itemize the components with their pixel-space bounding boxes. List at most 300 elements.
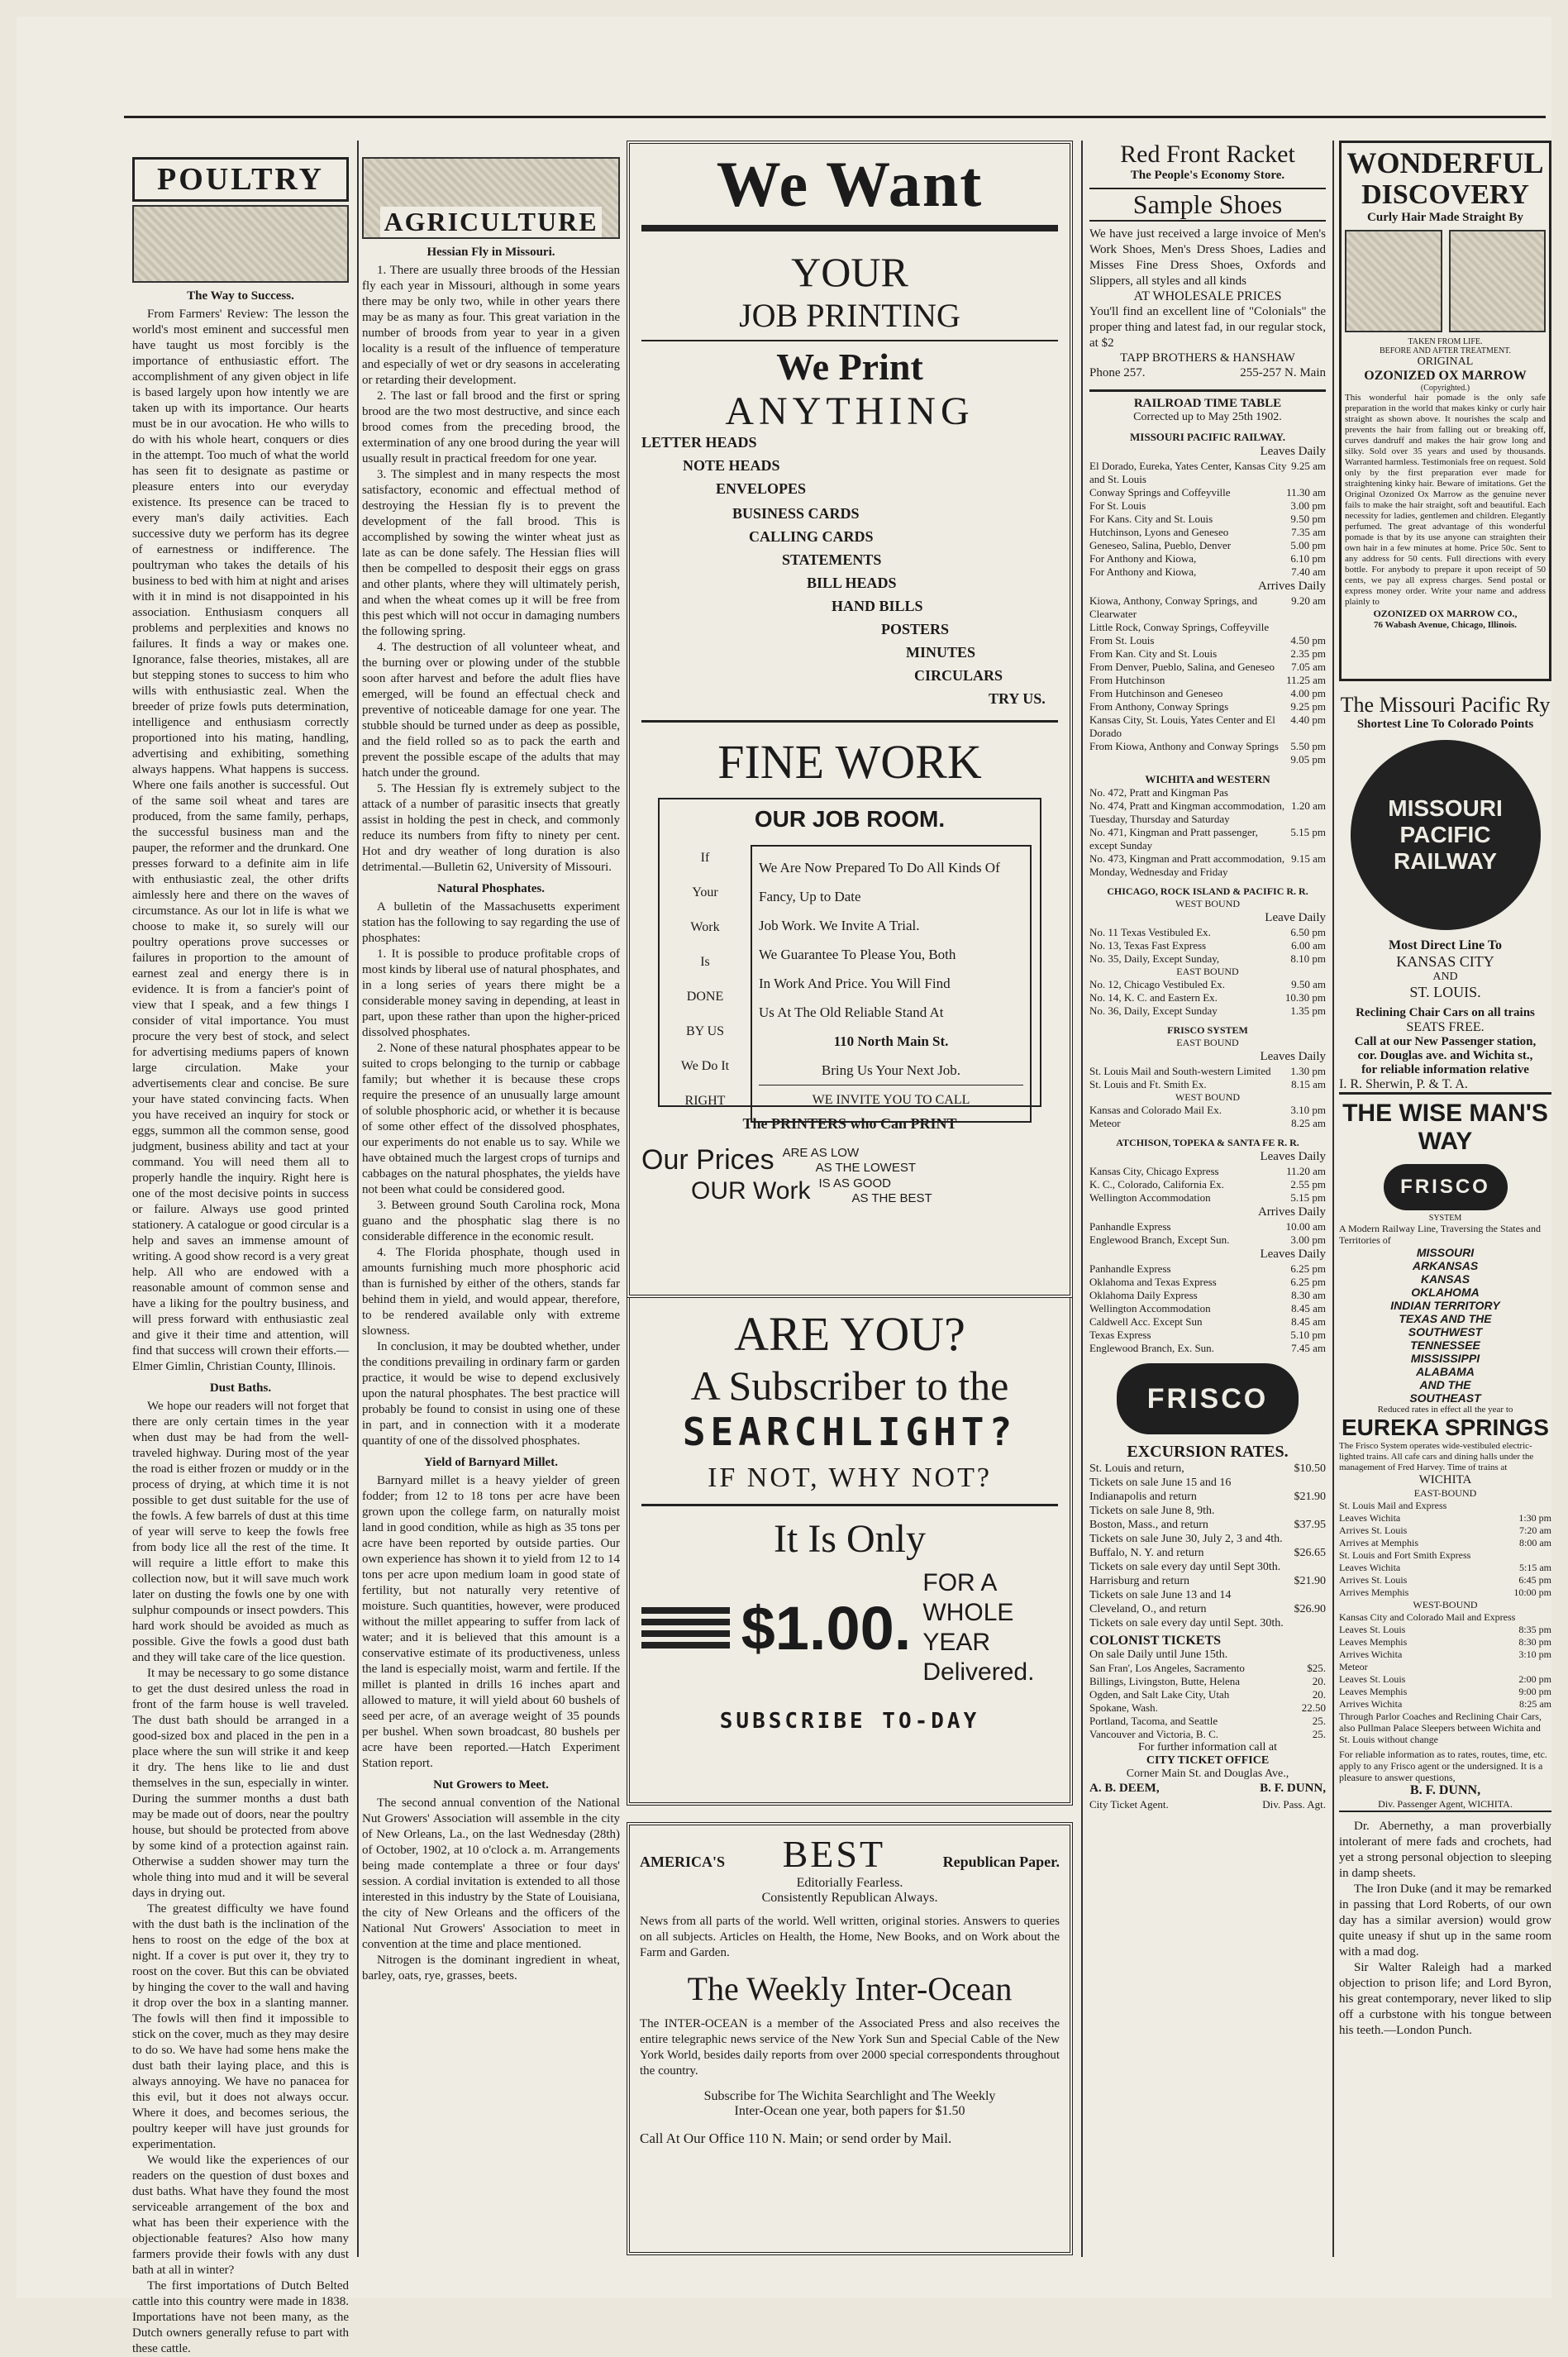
timetable-row xyxy=(1089,1616,1326,1630)
timetable-label: Kansas City, Chicago Express xyxy=(1089,1165,1219,1177)
timetable-row xyxy=(1089,926,1326,939)
timetable-label: No. 36, Daily, Except Sunday xyxy=(1089,1004,1218,1017)
timetable-row xyxy=(1089,499,1326,513)
for-reliable: For reliable information as to rates, routes, time, etc. apply to any Frisco agent or the undersigned. It is a pleasure to answer questions, xyxy=(1339,1749,1547,1783)
timetable-label: St. Louis and Fort Smith Express xyxy=(1339,1549,1471,1561)
it-is-only: It Is Only xyxy=(774,1517,926,1561)
top-rule xyxy=(124,116,1546,118)
timetable-row xyxy=(1089,852,1326,879)
timetable-label: Tickets on sale June 30, July 2, 3 and 4th. xyxy=(1089,1533,1283,1545)
timetable-label: Caldwell Acc. Except Sun xyxy=(1089,1315,1203,1328)
reclining-line: Reclining Chair Cars on all trains xyxy=(1356,1006,1535,1019)
timetable-row xyxy=(1089,1191,1326,1205)
and-line: AND xyxy=(1432,971,1458,983)
corner-line: Corner Main St. and Douglas Ave., xyxy=(1126,1768,1289,1780)
east-bound: EAST BOUND xyxy=(1176,1037,1239,1048)
timetable-time: 5:15 am xyxy=(1519,1562,1551,1573)
timetable-label: Leaves Memphis xyxy=(1339,1636,1408,1648)
west-bound: WEST BOUND xyxy=(1175,898,1241,909)
timetable-row xyxy=(1339,1636,1551,1648)
timetable-time: 7.45 am xyxy=(1291,1342,1326,1354)
timetable-time: 9.50 pm xyxy=(1290,513,1326,525)
timetable-label: No. 12, Chicago Vestibuled Ex. xyxy=(1089,978,1226,990)
timetable-label: No. 14, K. C. and Eastern Ex. xyxy=(1089,991,1218,1004)
call-line: Call At Our Office 110 N. Main; or send order by Mail. xyxy=(640,2130,952,2146)
printers-line: The PRINTERS who Can PRINT xyxy=(742,1115,957,1132)
subscribe-line: Inter-Ocean one year, both papers for $1.50 xyxy=(734,2104,965,2118)
timetable-row xyxy=(1089,991,1326,1004)
reliable-line: for reliable information relative xyxy=(1361,1063,1529,1076)
wise-man-heading: THE WISE MAN'S WAY xyxy=(1342,1100,1548,1155)
timetable-label: St. Louis and return, xyxy=(1089,1462,1184,1475)
colonist-table xyxy=(1089,1662,1326,1741)
timetable-row xyxy=(1089,786,1326,799)
call-new: Call at our New Passenger station, xyxy=(1354,1035,1537,1048)
timetable-label: Kansas and Colorado Mail Ex. xyxy=(1089,1104,1222,1116)
timetable-time: $21.90 xyxy=(1294,1491,1326,1503)
news-text: News from all parts of the world. Well written, original stories. Answers to queries on all subjects. Articles on Health, the Home, New Books, and on Work about the Farm and Garden. xyxy=(640,1915,1060,1959)
timetable-label: Englewood Branch, Except Sun. xyxy=(1089,1233,1230,1246)
timetable-row xyxy=(1339,1586,1551,1599)
timetable-label: Arrives at Memphis xyxy=(1339,1537,1418,1548)
timetable-row xyxy=(1089,939,1326,952)
timetable-row xyxy=(1089,1560,1326,1574)
timetable-label: Geneseo, Salina, Pueblo, Denver xyxy=(1089,539,1232,551)
timetable-row xyxy=(1089,460,1326,486)
print-item: BILL HEADS xyxy=(807,575,897,591)
timetable-row xyxy=(1339,1661,1551,1673)
timetable-time: 20. xyxy=(1312,1675,1326,1687)
timetable-row xyxy=(1089,1476,1326,1490)
timetable-label: From Kiowa, Anthony and Conway Springs xyxy=(1089,740,1279,752)
timetable-time: 3.00 pm xyxy=(1290,499,1326,512)
print-item: CIRCULARS xyxy=(914,667,1003,684)
timetable-row xyxy=(1089,1504,1326,1518)
price-bars xyxy=(641,1602,730,1653)
city-office: CITY TICKET OFFICE xyxy=(1146,1754,1270,1767)
timetable-row xyxy=(1089,952,1326,966)
timetable-row xyxy=(1089,594,1326,621)
timetable-row xyxy=(1339,1686,1551,1698)
job-printing-heading: JOB PRINTING xyxy=(641,296,1058,341)
print-item: MINUTES xyxy=(906,644,976,661)
timetable-time: 7.35 am xyxy=(1291,526,1326,538)
inter-ocean-desc: The INTER-OCEAN is a member of the Associated Press and also receives the entire telegraphic news service of the New York Sun and Special Cable of the New York World, besides daily reports from over 2000 special correspondents throughout the country. xyxy=(640,2017,1060,2078)
article-body: We hope our readers will not forget that there are only certain times in the year when dust may be had from the well-traveled highway. During most of the year the road is either frozen or muddy or in the process of drying, at which time it is not possible to get dust suitable for the use of the fowls. A few barrels of dust at this time of year will serve to keep the fowls free from body lice all the rest of the time. It will require a little effort to make this collection now, but it will save much work later on dusting the fowls one by one with sulphur compounds or insect powders. This hard work should be avoided as much as possible. Give the fowls a good dust bath and they will take care of the lice question. It may be necessary to go some distance to get the dust desired unless the road in front of the farm house is well traveled. The dust bath should be arranged in a good-sized box and placed in the pen in a place where the sun will strike it and keep it dry. The hens like to lie and dust themselves in the sun, especially in winter. During the summer months a dust bath may be made out of doors, near the poultry house, but should be protected from above by some kind of a protection against rain. Otherwise a sudden shower may turn the whole thing into mud and it will be several days in drying out. The greatest difficulty we have found with the dust bath is the inclination of the hens to roost on the edge of the box at night. If a cover is put over it, they try to roost on the cover. But this can be obviated by hinging the cover to the wall and having it drop over the box in a slanting manner. The fowls will then find it impossible to stick on the cover, much as they may desire to do so. We have had some hens make the dust bath their laying place, and this is always annoying. We have no panacea for this evil, but it does not always occur. Where it does, and becomes serious, the poultry keeper will have just grounds for experimentation. We would like the experiences of our readers on the question of dust boxes and dust baths. What have they found the most serviceable arrangement of the box and what has been their experience with the objectionable features? Also how many farmers provide their fowls with any dust bath at all in winter? The first importations of Dutch Belted cattle into this country were made in 1838. Importations have not been many, as the Dutch owners generally refuse to part with these cattle. xyxy=(132,1400,349,2355)
timetable-label: Arrives Wichita xyxy=(1339,1648,1403,1660)
most-direct: Most Direct Line To xyxy=(1388,938,1503,952)
print-item: BUSINESS CARDS xyxy=(732,505,860,522)
we-want-heading: We Want xyxy=(716,148,984,220)
timetable-row xyxy=(1089,687,1326,700)
timetable-label: Portland, Tacoma, and Seattle xyxy=(1089,1715,1218,1727)
timetable-label: St. Louis and Ft. Smith Ex. xyxy=(1089,1078,1207,1090)
timetable xyxy=(1089,1220,1326,1247)
timetable-row xyxy=(1089,1078,1326,1091)
timetable-row xyxy=(1339,1698,1551,1710)
timetable-time: 3:10 pm xyxy=(1518,1648,1551,1660)
timetable-time: 4.50 pm xyxy=(1290,634,1326,647)
timetable-label: From Hutchinson xyxy=(1089,674,1165,686)
timetable-label: From Kan. City and St. Louis xyxy=(1089,647,1218,660)
timetable xyxy=(1339,1611,1551,1710)
timetable-row xyxy=(1089,1165,1326,1178)
sample-shoes-heading: Sample Shoes xyxy=(1089,188,1326,222)
timetable-row xyxy=(1339,1500,1551,1512)
timetable-label: K. C., Colorado, California Ex. xyxy=(1089,1178,1224,1190)
economy-line: The People's Economy Store. xyxy=(1130,169,1285,182)
timetable-label: Kiowa, Anthony, Conway Springs, and Clearwater xyxy=(1089,594,1258,620)
timetable-time: 2:00 pm xyxy=(1518,1673,1551,1685)
ox-text: This wonderful hair pomade is the only safe preparation in the world that makes kinky or curly hair straight as shown above. It nourishes the scalp and prevents the hair from falling out or breaking off, curves dandruff and makes the hair grow long and silky. Sold over 35 years and used by thousands. Warranted harmless. Testimonials free on request. Sold only by the first preparation ever made for straightening kinky hair. Beware of imitations. Get the Original Ozonized Ox Marrow as the genuine never fails to make the hair straight, soft and beautiful. Each necessity for ladies, gentlemen and children. Elegantly perfumed. The great advantage of this wonderful pomade is that by its use anyone can straighten their own hair in a few minutes at home. Price 50c. Sent to any address for 50 cents. Full directions with every bottle. For anybody to prepare it upon receipt of 50 cents, we pay all express charges. Send postal or express money order. Write your name and address plainly to xyxy=(1345,393,1546,607)
timetable-label: No. 35, Daily, Except Sunday, xyxy=(1089,952,1220,965)
fine-work-heading: FINE WORK xyxy=(717,735,982,789)
editorially-line: Editorially Fearless. xyxy=(796,1876,903,1890)
before-line: BEFORE AND AFTER TREATMENT. xyxy=(1379,346,1512,355)
corrected-line: Corrected up to May 25th 1902. xyxy=(1133,411,1282,423)
timetable-time: 11.30 am xyxy=(1286,486,1326,499)
further-line: For further information call at xyxy=(1138,1741,1277,1753)
timetable-time: 6.00 am xyxy=(1291,939,1326,952)
timetable-label: Leaves St. Louis xyxy=(1339,1673,1406,1685)
timetable-time: 4.40 pm xyxy=(1290,713,1326,726)
timetable-time: 6.10 pm xyxy=(1290,552,1326,565)
timetable xyxy=(1089,460,1326,579)
timetable-time: 9.20 am xyxy=(1291,594,1326,607)
timetable-row xyxy=(1339,1624,1551,1636)
tapp-line: TAPP BROTHERS & HANSHAW xyxy=(1120,351,1295,365)
timetable-time: 8:00 am xyxy=(1519,1537,1551,1548)
timetable-row xyxy=(1089,647,1326,661)
timetable xyxy=(1089,1065,1326,1091)
timetable-row xyxy=(1089,1329,1326,1342)
timetable-label: No. 472, Pratt and Kingman Pas xyxy=(1089,786,1228,799)
west-bound: WEST BOUND xyxy=(1175,1091,1241,1103)
timetable-row xyxy=(1089,621,1326,634)
timetable-time: 6.50 pm xyxy=(1290,926,1326,938)
print-item: LETTER HEADS xyxy=(641,434,757,451)
red-front-heading: Red Front Racket xyxy=(1120,141,1295,168)
mopac-logo: MISSOURI PACIFIC RAILWAY xyxy=(1351,740,1541,930)
poultry-header: POULTRY xyxy=(132,157,349,202)
timetable-label: Oklahoma Daily Express xyxy=(1089,1289,1198,1301)
work-line: OUR Work IS AS GOOD AS THE BEST xyxy=(691,1176,932,1205)
your-heading: YOUR xyxy=(791,249,908,295)
timetable-row xyxy=(1089,526,1326,539)
east-bound: EAST-BOUND xyxy=(1413,1487,1477,1499)
timetable-row xyxy=(1089,539,1326,552)
ww-heading: WICHITA and WESTERN xyxy=(1145,773,1270,785)
arrives-daily: Arrives Daily xyxy=(1257,1205,1326,1219)
column-divider xyxy=(1332,141,1334,2257)
timetable-time: 5.15 pm xyxy=(1290,826,1326,838)
if-not-heading: IF NOT, WHY NOT? xyxy=(708,1462,992,1493)
timetable-time: 8.15 am xyxy=(1291,1078,1326,1090)
timetable-label: Spokane, Wash. xyxy=(1089,1701,1158,1714)
frisco-heading: FRISCO SYSTEM xyxy=(1167,1024,1248,1036)
timetable-label: Panhandle Express xyxy=(1089,1220,1171,1233)
timetable-row xyxy=(1089,1518,1326,1532)
taken-line: TAKEN FROM LIFE. xyxy=(1408,337,1483,346)
shortest-line: Shortest Line To Colorado Points xyxy=(1356,718,1534,731)
timetable-label: Oklahoma and Texas Express xyxy=(1089,1276,1217,1288)
timetable-time: 6:45 pm xyxy=(1518,1574,1551,1586)
divider xyxy=(641,720,1058,723)
timetable-label: No. 473, Kingman and Pratt accommodation, Monday, Wednesday and Friday xyxy=(1089,852,1285,878)
ads-column xyxy=(627,141,1073,2257)
timetable-row xyxy=(1089,978,1326,991)
rr-title: RAILROAD TIME TABLE xyxy=(1089,389,1326,411)
timetable-time: $37.95 xyxy=(1294,1519,1326,1531)
price-detail: FOR A WHOLE YEAR Delivered. xyxy=(922,1569,1035,1686)
timetable-time: 8.45 am xyxy=(1291,1315,1326,1328)
timetable-row xyxy=(1089,826,1326,852)
timetable-row xyxy=(1089,1462,1326,1476)
wholesale-line: AT WHOLESALE PRICES xyxy=(1133,289,1282,303)
timetable-time: 5.15 pm xyxy=(1290,1191,1326,1204)
timetable-row xyxy=(1089,1104,1326,1117)
timetable-label: Harrisburg and return xyxy=(1089,1575,1190,1587)
seats-free: SEATS FREE. xyxy=(1406,1020,1485,1034)
timetable-label: Leaves Memphis xyxy=(1339,1686,1408,1697)
timetable-time: 8.25 am xyxy=(1291,1117,1326,1129)
timetable-label: St. Louis Mail and Express xyxy=(1339,1500,1447,1511)
timetable-label: From Denver, Pueblo, Salina, and Geneseo xyxy=(1089,661,1275,673)
curly-line: Curly Hair Made Straight By xyxy=(1367,211,1523,224)
timetable-row xyxy=(1089,1065,1326,1078)
article-body: Barnyard millet is a heavy yielder of green fodder; from 12 to 18 tons per acre have been grown upon the college farm, on naturally moist land in good condition, while as high as 35 tons per acre have been reported by outside parties. Our own experience has shown it to yield from 12 to 14 tons per acre upon medium loam in good state of fertility, but not naturally very retentive of moisture. Such quantities, however, were produced without the millet appearing to suffer from lack of water; and it is believed that this amount is a conservative estimate of its productiveness, unless the land is especially moist, warm and fertile. If the millet is planted in drills 16 inches apart and allowed to mature, it will yield about 60 bushels of seed per acre, of an average weight of 35 pounds per bushel. When sown broadcast, 80 bushels per acre have been reported.—Hatch Experiment Station report. xyxy=(362,1474,620,1770)
timetable-label: Meteor xyxy=(1089,1117,1121,1129)
leaves-daily: Leaves Daily xyxy=(1260,445,1326,458)
timetable-time: 6.25 pm xyxy=(1290,1276,1326,1288)
timetable-time: 8:35 pm xyxy=(1518,1624,1551,1635)
east-bound: EAST BOUND xyxy=(1176,966,1239,977)
agriculture-illustration xyxy=(362,157,620,239)
timetable-time: 5.00 pm xyxy=(1290,539,1326,551)
dunn-line: B. F. DUNN, xyxy=(1409,1783,1481,1797)
timetable-row xyxy=(1089,1701,1326,1715)
timetable xyxy=(1089,1165,1326,1205)
subscriber-heading: A Subscriber to the xyxy=(690,1362,1009,1409)
timetable-label: Englewood Branch, Ex. Sun. xyxy=(1089,1342,1214,1354)
timetable-time: $25. xyxy=(1307,1662,1326,1674)
copyright-line: (Copyrighted.) xyxy=(1420,384,1470,393)
excursion-heading: EXCURSION RATES. xyxy=(1127,1443,1289,1461)
west-bound: WEST-BOUND xyxy=(1413,1599,1478,1610)
timetable-row xyxy=(1339,1574,1551,1586)
article-title: Dust Baths. xyxy=(209,1381,272,1395)
timetable xyxy=(1089,786,1326,879)
job-room-box xyxy=(658,798,1041,1107)
column-divider xyxy=(357,141,359,2257)
st-louis: ST. LOUIS. xyxy=(1409,984,1481,1000)
timetable-label: No. 11 Texas Vestibuled Ex. xyxy=(1089,926,1211,938)
colonials-text: You'll find an excellent line of "Colonials" the proper thing and latest fad, in our regular stock, at $2 xyxy=(1089,305,1326,350)
reduced-line: Reduced rates in effect all the year to xyxy=(1377,1405,1513,1415)
original-line: ORIGINAL xyxy=(1417,355,1474,368)
timetable-label: Arrives St. Louis xyxy=(1339,1524,1408,1536)
timetable-label: Little Rock, Conway Springs, Coffeyville xyxy=(1089,621,1270,633)
timetable-time: 9.05 pm xyxy=(1290,753,1326,766)
timetable-label: For Anthony and Kiowa, xyxy=(1089,552,1197,565)
timetable-time: $10.50 xyxy=(1294,1462,1326,1475)
timetable-row xyxy=(1089,565,1326,579)
timetable-time: 2.55 pm xyxy=(1290,1178,1326,1190)
article-body: A bulletin of the Massachusetts experiment station has the following to say regarding the use of phosphates: 1. It is possible to produce profitable crops of most kinds by liberal use of natural phosphates, and in a long series of years there might be a considerable money saving in depending, at least in part, upon these rather than upon the higher-priced dissolved phosphates. 2. None of these natural phosphates appear to be suited to crops belonging to the turnip or cabbage family; but whether it is because these crops require the presence of an unusually large amount of soluble phosphoric acid, or whether it is because of some other effect of the dissolved phosphates, our experiments do not enable us to say. While we have obtained much the largest crops of turnips and cabbages on the natural phosphates, the yields have not been what could be considered good. 3. Between ground South Carolina rock, Mona guano and the phosphatic slag there is no considerable difference in the economic result. 4. The Florida phosphate, though used in amounts furnishing much more phosphoric acid than is furnished by either of the others, stands far behind them in yield, and would appear, therefore, to be rendered available only with extreme slowness. In conclusion, it may be doubted whether, under the conditions prevailing in ordinary farm or garden practice, it would be wise to depend exclusively upon the natural phosphates. The best practice will probably be found to consist in using one of these in part, and in connection with it a moderate quantity of one of the dissolved phosphates. xyxy=(362,900,620,1448)
timetable-time: 10:00 pm xyxy=(1513,1586,1551,1598)
frisco-logo: FRISCO xyxy=(1384,1164,1508,1210)
timetable-row xyxy=(1089,740,1326,753)
timetable-time: 9.15 am xyxy=(1291,852,1326,865)
timetable-row xyxy=(1089,1662,1326,1675)
timetable-time: 8:30 pm xyxy=(1518,1636,1551,1648)
timetable-label: Buffalo, N. Y. and return xyxy=(1089,1547,1204,1559)
print-item: CALLING CARDS xyxy=(749,528,874,545)
timetable-label: Leaves Wichita xyxy=(1339,1562,1401,1573)
timetable xyxy=(1089,978,1326,1018)
timetable-row xyxy=(1089,1532,1326,1546)
corner-line: cor. Douglas ave. and Wichita st., xyxy=(1357,1049,1533,1062)
timetable-label: No. 471, Kingman and Pratt passenger, except Sunday xyxy=(1089,826,1258,852)
print-items-list xyxy=(641,434,1058,715)
timetable-time: 25. xyxy=(1312,1715,1326,1727)
americas-best-line: AMERICA'S BEST Republican Paper. xyxy=(640,1833,1060,1875)
timetable-row xyxy=(1089,1588,1326,1602)
timetable-label: Tickets on sale every day until Sept 30th. xyxy=(1089,1561,1281,1573)
invite-line: WE INVITE YOU TO CALL xyxy=(759,1085,1023,1114)
article-body: From Farmers' Review: The lesson the world's most eminent and successful men have taught us most forcibly is the importance of enthusiastic effort. The accomplishment of any given object in life is based largely upon how intently we are taken up with its importance. Our hearts must be in our avocation. He who wills to do with his whole heart, conquers or dies in the attempt. Too much of what the world has seen fit to designate as pastime or pleasure enters into our everyday existence. Its presence can be traced to every man's daily activities. Each successive duty we perform has its degree of earnestness or indifference. The poultryman who takes the details of his business to bed with him at night and arises with it in mind is not disappointed in his association. Enthusiasm conquers all problems and perplexities and knows no failures. It finds a way or makes one. Ignorance, false theories, mistakes, all are but stepping stones to success to him who wills with enthusiastic zeal. When the breeder of prize fowls puts determination, intelligence and enthusiasm correctly proportioned into his mating, handling, advertising and exhibiting, something always happens. What happens is success. Where one fails another is successful. Out of the same soil wheat and tares are produced, from the same family, perhaps, the successful business man and the pauper, the reformer and the drunkard. One presses forward to a definite aim in life with enthusiastic zeal, the other drifts aimlessly here and there on the waves of circumstance. As our lot in life is what we choose to make it, so surely will our poultry operations prove successes or failures in proportion to the amount of earnest zeal and energy there is in evidence. It is from a fancier's point of view that I speak, and a few things I consider of vital importance. You must procure the very best of stock, and select for advertising mediums papers of known large circulation. Make your advertisements clear and concise. Be sure your have stated convincing facts. When you have received an inquiry for stock or eggs, summon all the common sense, good judgment, business ability and tact at your command. You will need them all to properly handle the inquiry. Right here is one of the most decisive points in success or failure. Always use good printed stationery. A catalogue or good circular is a help and saves an immense amount of writing. A good show record is a very great help. All who are endowed with a reasonable amount of common sense and have a liking for the poultry business, and will press forward with enthusiastic zeal and give it their time and attention, will find that success will crown their efforts.—Elmer Gimlin, Christian County, Illinois. xyxy=(132,308,349,1373)
print-item: NOTE HEADS xyxy=(683,457,780,474)
timetable-label: Conway Springs and Coffeyville xyxy=(1089,486,1231,499)
timetable-time: 3.00 pm xyxy=(1290,1233,1326,1246)
print-item: STATEMENTS xyxy=(782,551,882,568)
timetable-row xyxy=(1339,1524,1551,1537)
timetable-row xyxy=(1089,799,1326,826)
timetable-label: For Kans. City and St. Louis xyxy=(1089,513,1213,525)
timetable-row xyxy=(1089,1117,1326,1130)
timetable-row xyxy=(1089,634,1326,647)
colonist-sub: On sale Daily until June 15th. xyxy=(1089,1648,1228,1661)
mopac-heading: MISSOURI PACIFIC RAILWAY. xyxy=(1130,431,1285,443)
timetable-row xyxy=(1089,552,1326,565)
misc-text: Dr. Abernethy, a man proverbially intolerant of mere fads and crochets, had yet a strong personal objection to sleeping in damp sheets. The Iron Duke (and it may be remarked in passing that Lord Roberts, of our own day has a similar aversion) would grow quite uneasy if shut up in the same room with a mad dog. Sir Walter Raleigh had a marked objection to prison life; and Lord Byron, his great contemporary, never liked to slip off a curbstone with his tongue between his teeth.—London Punch. xyxy=(1339,1820,1551,2037)
modern-line: A Modern Railway Line, Traversing the States and Territories of xyxy=(1339,1223,1541,1246)
price-row xyxy=(641,1568,1058,1687)
timetable-row xyxy=(1089,661,1326,674)
timetable-row xyxy=(1089,1220,1326,1233)
article-title: Hessian Fly in Missouri. xyxy=(427,246,555,259)
phone-row: Phone 257. 255-257 N. Main xyxy=(1089,366,1326,379)
timetable xyxy=(1339,1500,1551,1599)
timetable-row xyxy=(1089,486,1326,499)
anything-heading: ANYTHING xyxy=(725,389,975,433)
newspaper-page xyxy=(17,17,1551,2355)
timetable-row xyxy=(1089,1004,1326,1018)
timetable-label: Arrives Memphis xyxy=(1339,1586,1409,1598)
timetable-time: 7.05 am xyxy=(1291,661,1326,673)
article-body: The second annual convention of the National Nut Growers' Association will assemble in the city of New Orleans, La., on the last Wednesday (28th) of October, 1902, at 10 o'clock a. m. Arrangements being made contemplate a three or four days' session. A cordial invitation is extended to all those interested in this industry by the State of Louisiana, the city of New Orleans and the officers of the National Nut Growers' Association to meet in convention at the time and place mentioned. Nitrogen is the dominant ingredient in wheat, barley, oats, rye, grasses, beets. xyxy=(362,1796,620,1982)
timetable-row xyxy=(1089,700,1326,713)
timetable-row xyxy=(1089,1490,1326,1504)
poultry-illustration xyxy=(132,205,349,283)
timetable-row xyxy=(1339,1537,1551,1549)
portrait-after xyxy=(1449,230,1547,332)
timetable-label: For Anthony and Kiowa, xyxy=(1089,565,1197,578)
timetable-label xyxy=(1089,753,1287,766)
print-item: ENVELOPES xyxy=(716,480,807,497)
print-item: TRY US. xyxy=(989,690,1046,707)
timetable-time: 8.45 am xyxy=(1291,1302,1326,1314)
timetable-time: $26.90 xyxy=(1294,1603,1326,1615)
right-column xyxy=(1339,141,1551,2257)
timetable-label: Vancouver and Victoria, B. C. xyxy=(1089,1728,1219,1740)
timetable xyxy=(1089,926,1326,966)
timetable-time: 5.10 pm xyxy=(1290,1329,1326,1341)
timetable-time: $26.65 xyxy=(1294,1547,1326,1559)
consistently-line: Consistently Republican Always. xyxy=(761,1891,938,1905)
timetable-row xyxy=(1089,753,1326,766)
timetable-row xyxy=(1089,1728,1326,1741)
print-item: HAND BILLS xyxy=(832,598,923,614)
article-body: 1. There are usually three broods of the Hessian fly each year in Missouri, although in some years there may be only two, while in other years there may be as many as four. This great variation in the number of broods from year to year in a given locality is a result of the influence of temperature and especially of wet or dry seasons in accelerating or retarding their development. 2. The last or fall brood and the first or spring brood are the two most destructive, and since each brood comes from the preceding brood, the extermination of any one brood during the year will usually result in practical freedom for one year. 3. The simplest and in many respects the most satisfactory, economic and effectual method of destroying the Hessian fly is to prevent the development of the fall brood. This is accomplished by sowing the winter wheat just as late as can be done safely. The Hessian flies will then be compelled to desposit their eggs on grass and other plants, where they will ultimately perish, and when the wheat comes up it will be free from this pest which will not occur in damaging numbers the following spring. 4. The destruction of all volunteer wheat, and the burning over or plowing under of the stubble soon after harvest and before the adult flies have emerged, will be found an effectual check and preventive of noticeable damage for one year. The stubble should be turned under as deep as possible, and the field rolled so as to pack the earth and prevent the possible escape of the adults that may hatch under the ground. 5. The Hessian fly is extremely subject to the attack of a number of parasitic insects that greatly assist in holding the pest in check, and commonly reduce its numbers from fifty to ninety per cent. Hot and dry weather of long duration is also detrimental.—Bulletin 62, University of Missouri. xyxy=(362,264,620,874)
job-room-text: We Are Now Prepared To Do All Kinds Of Fancy, Up to Date Job Work. We Invite A Trial. We Guarantee To Please You, Both In Work And Price. You Will Find Us At The Old Reliable Stand At 110 North Main St. Bring Us Your Next Job. WE INVITE YOU TO CALL xyxy=(751,845,1032,1123)
price: $1.00. xyxy=(741,1593,912,1663)
column-divider xyxy=(1081,141,1083,2257)
timetable-time: 6.25 pm xyxy=(1290,1262,1326,1275)
timetable-row xyxy=(1089,1688,1326,1701)
timetable-row xyxy=(1089,713,1326,740)
ozonized-heading: OZONIZED OX MARROW xyxy=(1364,369,1527,383)
discovery-heading: DISCOVERY xyxy=(1361,179,1529,210)
timetable-row xyxy=(1339,1611,1551,1624)
timetable-row xyxy=(1339,1673,1551,1686)
timetable-row xyxy=(1339,1648,1551,1661)
article-title: The Way to Success. xyxy=(187,289,294,303)
are-you-heading: ARE YOU? xyxy=(734,1307,965,1361)
timetable-label: El Dorado, Eureka, Yates Center, Kansas City and St. Louis xyxy=(1089,460,1287,485)
shoes-text: We have just received a large invoice of Men's Work Shoes, Men's Dress Shoes, Ladies and Misses Fine Dress Shoes, Oxfords and Slippers, all styles and all kinds xyxy=(1089,227,1326,288)
timetable-time: 11.20 am xyxy=(1286,1165,1326,1177)
timetable-row xyxy=(1339,1549,1551,1562)
timetable-label: No. 13, Texas Fast Express xyxy=(1089,939,1207,952)
timetable-label: San Fran', Los Angeles, Sacramento xyxy=(1089,1662,1245,1674)
timetable-time: 1.30 pm xyxy=(1290,1065,1326,1077)
wonderful-heading: WONDERFUL xyxy=(1346,146,1544,179)
ri-heading: CHICAGO, ROCK ISLAND & PACIFIC R. R. xyxy=(1107,885,1308,897)
timetable-time: 7.40 am xyxy=(1291,565,1326,578)
frisco-system-label: SYSTEM xyxy=(1428,1214,1462,1223)
timetable-time: 8:25 am xyxy=(1519,1698,1551,1710)
timetable-label: From Anthony, Conway Springs xyxy=(1089,700,1229,713)
prices-line: Our Prices ARE AS LOW AS THE LOWEST xyxy=(641,1144,917,1176)
timetable-label: Ogden, and Salt Lake City, Utah xyxy=(1089,1688,1230,1701)
timetable-label: Kansas City and Colorado Mail and Express xyxy=(1339,1611,1516,1623)
timetable-row xyxy=(1089,1262,1326,1276)
we-print-heading: We Print xyxy=(776,346,923,388)
timetable-label: Tickets on sale June 8, 9th. xyxy=(1089,1505,1215,1517)
timetable-row xyxy=(1089,1342,1326,1355)
subscribe-line: Subscribe for The Wichita Searchlight and The Weekly xyxy=(703,2089,996,2103)
side-words: If Your Work Is DONE BY US We Do It RIGHT xyxy=(680,851,730,1108)
job-room-heading: OUR JOB ROOM. xyxy=(754,806,946,832)
timetable-label: Boston, Mass., and return xyxy=(1089,1519,1208,1531)
timetable-time: 1.20 am xyxy=(1291,799,1326,812)
timetable-row xyxy=(1089,1233,1326,1247)
timetable-time: 9.25 am xyxy=(1291,460,1326,472)
subscribe-today: SUBSCRIBE TO-DAY xyxy=(719,1709,980,1734)
mopac-title: The Missouri Pacific Ry xyxy=(1340,693,1551,717)
timetable xyxy=(1089,1262,1326,1355)
